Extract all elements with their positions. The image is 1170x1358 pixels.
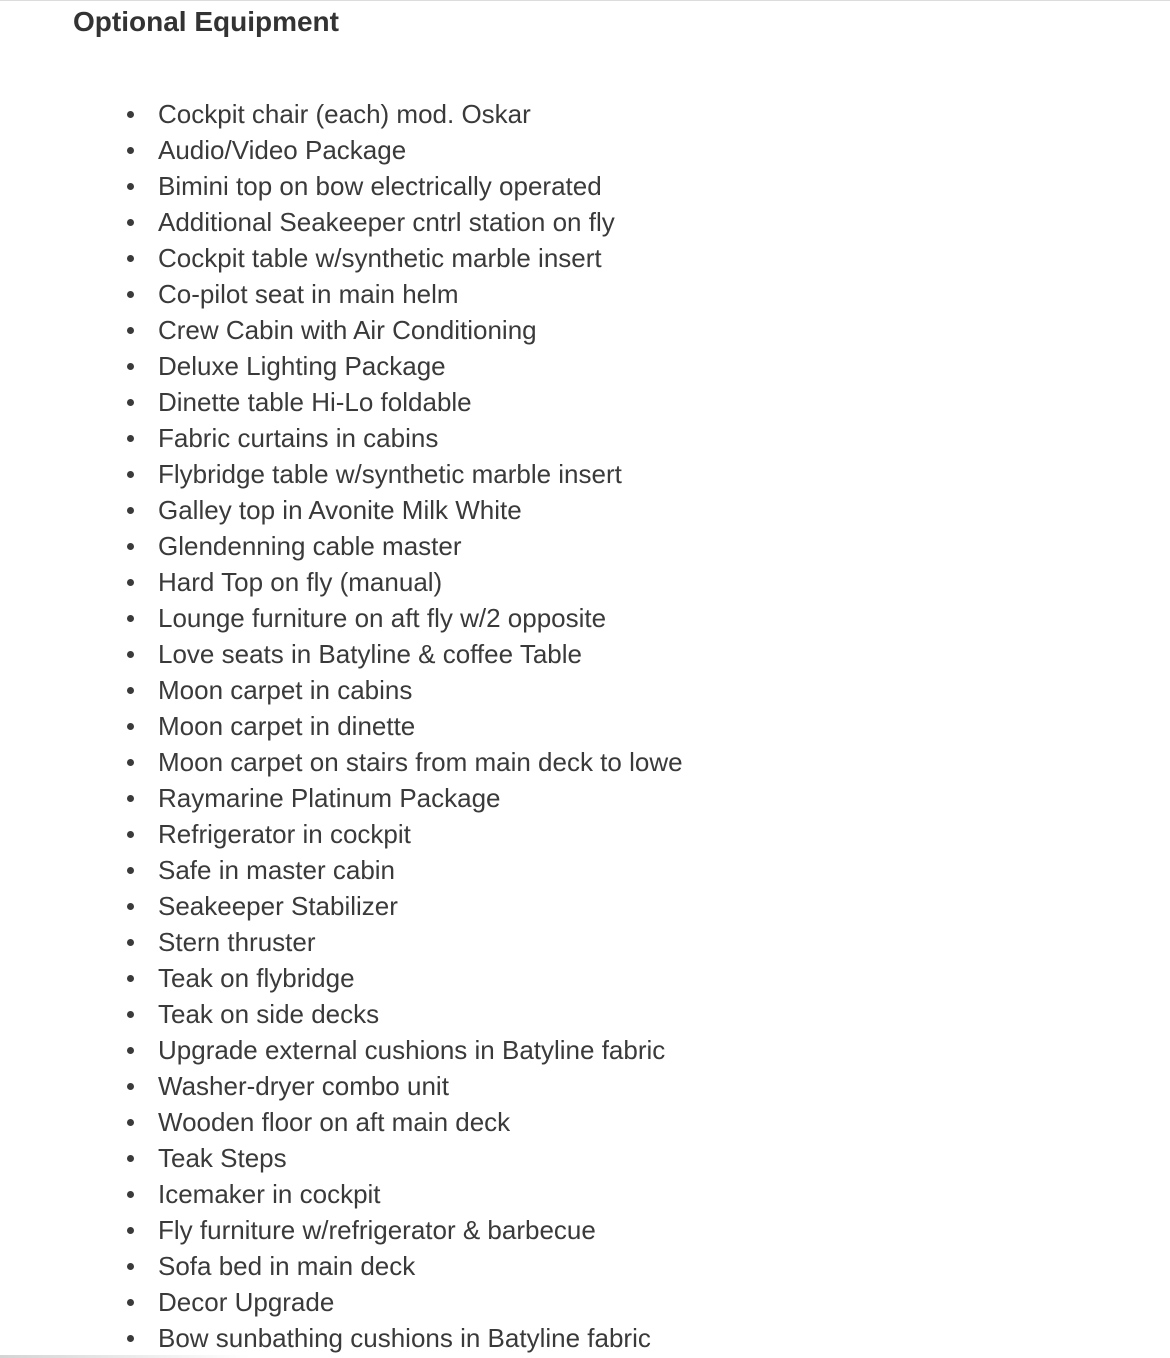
bullet-icon [127, 1083, 134, 1090]
list-item-text: Moon carpet in dinette [158, 711, 416, 741]
list-item-text: Safe in master cabin [158, 855, 396, 885]
bullet-icon [127, 687, 134, 694]
list-item [0, 240, 1170, 276]
bullet-icon [127, 1227, 134, 1234]
list-item-text: Glendenning cable master [158, 531, 462, 561]
list-item [0, 672, 1170, 708]
bullet-icon [127, 1299, 134, 1306]
list-item [0, 1032, 1170, 1068]
list-item [0, 168, 1170, 204]
list-item [0, 960, 1170, 996]
bullet-icon [127, 1263, 134, 1270]
list-item [0, 744, 1170, 780]
bullet-icon [127, 291, 134, 298]
list-item [0, 1068, 1170, 1104]
list-item-text: Seakeeper Stabilizer [158, 891, 398, 921]
bullet-icon [127, 471, 134, 478]
list-item [0, 384, 1170, 420]
bullet-icon [127, 435, 134, 442]
bullet-icon [127, 327, 134, 334]
list-item-text: Refrigerator in cockpit [158, 819, 411, 849]
list-item [0, 852, 1170, 888]
list-item [0, 780, 1170, 816]
bullet-icon [127, 831, 134, 838]
list-item-text: Sofa bed in main deck [158, 1251, 416, 1281]
list-item-text: Fly furniture w/refrigerator & barbecue [158, 1215, 596, 1245]
list-item-text: Galley top in Avonite Milk White [158, 495, 522, 525]
list-item-text: Wooden floor on aft main deck [158, 1107, 511, 1137]
bullet-icon [127, 363, 134, 370]
list-item-text: Co-pilot seat in main helm [158, 279, 459, 309]
list-item-text: Cockpit table w/synthetic marble insert [158, 243, 602, 273]
bullet-icon [127, 1335, 134, 1342]
list-item [0, 816, 1170, 852]
list-item [0, 132, 1170, 168]
bullet-icon [127, 219, 134, 226]
list-item-text: Teak Steps [158, 1143, 287, 1173]
bullet-icon [127, 903, 134, 910]
list-item [0, 492, 1170, 528]
list-item-text: Flybridge table w/synthetic marble insert [158, 459, 622, 489]
bullet-icon [127, 183, 134, 190]
list-item [0, 456, 1170, 492]
bullet-icon [127, 111, 134, 118]
list-item-text: Audio/Video Package [158, 135, 407, 165]
bullet-icon [127, 1191, 134, 1198]
bullet-icon [127, 651, 134, 658]
bullet-icon [127, 1155, 134, 1162]
bullet-icon [127, 399, 134, 406]
bullet-icon [127, 975, 134, 982]
list-item-text: Washer-dryer combo unit [158, 1071, 449, 1101]
list-item [0, 1248, 1170, 1284]
list-item-text: Deluxe Lighting Package [158, 351, 446, 381]
list-item [0, 564, 1170, 600]
list-item [0, 600, 1170, 636]
list-item [0, 96, 1170, 132]
bullet-icon [127, 543, 134, 550]
bullet-icon [127, 759, 134, 766]
list-item-text: Bimini top on bow electrically operated [158, 171, 602, 201]
bullet-icon [127, 1011, 134, 1018]
list-item-text: Moon carpet in cabins [158, 675, 413, 705]
bullet-icon [127, 795, 134, 802]
list-item-text: Decor Upgrade [158, 1287, 335, 1317]
list-item-text: Lounge furniture on aft fly w/2 opposite [158, 603, 607, 633]
list-item [0, 276, 1170, 312]
bullet-icon [127, 579, 134, 586]
bullet-icon [127, 255, 134, 262]
bullet-icon [127, 1119, 134, 1126]
list-item [0, 924, 1170, 960]
list-item [0, 204, 1170, 240]
section-title: Optional Equipment [73, 6, 339, 37]
list-item-text: Icemaker in cockpit [158, 1179, 381, 1209]
bullet-icon [127, 723, 134, 730]
bullet-icon [127, 615, 134, 622]
list-item [0, 1104, 1170, 1140]
list-item-text: Cockpit chair (each) mod. Oskar [158, 99, 531, 129]
bullet-icon [127, 867, 134, 874]
list-item-text: Crew Cabin with Air Conditioning [158, 315, 537, 345]
list-item-text: Upgrade external cushions in Batyline fabric [158, 1035, 666, 1065]
list-item [0, 636, 1170, 672]
top-divider [0, 0, 1170, 1]
list-item-text: Bow sunbathing cushions in Batyline fabric [158, 1323, 651, 1353]
bullet-icon [127, 507, 134, 514]
list-item-text: Moon carpet on stairs from main deck to lowe [158, 747, 683, 777]
list-item [0, 420, 1170, 456]
list-item-text: Fabric curtains in cabins [158, 423, 439, 453]
list-item [0, 348, 1170, 384]
list-item [0, 1320, 1170, 1356]
list-item-text: Stern thruster [158, 927, 316, 957]
equipment-list [0, 96, 1170, 1356]
bullet-icon [127, 1047, 134, 1054]
list-item [0, 1284, 1170, 1320]
list-item-text: Additional Seakeeper cntrl station on fly [158, 207, 615, 237]
list-item [0, 996, 1170, 1032]
list-item [0, 312, 1170, 348]
list-item-text: Dinette table Hi-Lo foldable [158, 387, 472, 417]
bullet-icon [127, 147, 134, 154]
list-item-text: Teak on flybridge [158, 963, 355, 993]
list-item-text: Raymarine Platinum Package [158, 783, 501, 813]
list-item [0, 528, 1170, 564]
list-item [0, 888, 1170, 924]
list-item-text: Hard Top on fly (manual) [158, 567, 443, 597]
list-item-text: Love seats in Batyline & coffee Table [158, 639, 582, 669]
list-item [0, 1212, 1170, 1248]
list-item [0, 1176, 1170, 1212]
list-item [0, 708, 1170, 744]
list-item [0, 1140, 1170, 1176]
list-item-text: Teak on side decks [158, 999, 380, 1029]
bullet-icon [127, 939, 134, 946]
